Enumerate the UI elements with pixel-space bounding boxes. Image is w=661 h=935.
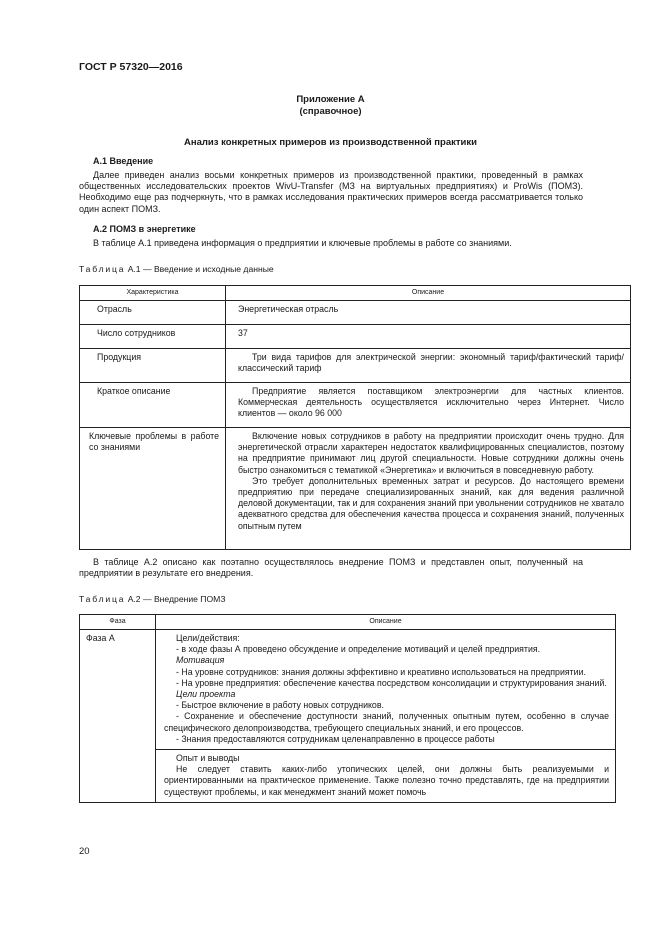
table2-header-phase: Фаза xyxy=(80,615,156,630)
table-row xyxy=(80,349,631,383)
table2-results-cell xyxy=(156,750,616,803)
table1-cell-desc xyxy=(226,428,631,550)
table1-cell-name: Ключевые проблемы в работе со знаниями xyxy=(80,428,226,550)
a1-heading: А.1 Введение xyxy=(93,156,154,166)
table1-header-characteristic: Характеристика xyxy=(80,286,226,301)
table1-cell-desc xyxy=(226,383,631,428)
table1-cell-name: Отрасль xyxy=(80,301,226,325)
table1-summary-text: Предприятие является поставщиком электроэнергии для частных клиентов. Коммерческая деятельность осуществляется исключительно через Интернет. Число клиентов — около 96 000 xyxy=(238,386,624,419)
table2-caption-label: Таблица xyxy=(79,594,126,604)
appendix-note: (справочное) xyxy=(299,106,362,117)
table1-header-row xyxy=(80,286,631,301)
goal-line: - в ходе фазы А проведено обсуждение и определение мотиваций и целей предприятия. xyxy=(176,644,541,655)
table2-caption xyxy=(79,594,226,604)
a1-paragraph xyxy=(79,170,583,215)
page-number: 20 xyxy=(79,846,90,857)
table1-cell-desc: 37 xyxy=(226,325,631,349)
table-a1 xyxy=(79,285,631,550)
a1-text: Далее приведен анализ восьми конкретных примеров из производственной практики, проведенный в рамках общественных исследовательских проектов WivU-Transfer (МЗ на виртуальных предприятиях) и ProWis (ПОМЗ). Необходимо еще раз подчеркнуть, что в рамках исследования практических примеров всегда рассматривается только один аспект ПОМЗ. xyxy=(79,170,583,214)
table1-cell-name: Продукция xyxy=(80,349,226,383)
goal-line: Цели/действия: xyxy=(176,633,240,643)
results-text: Не следует ставить каких-либо утопических целей, они должны быть реализуемыми и ориентированными на практическое применение. Также полезно точно представлять, где на предприятии существуют проблемы, и как менеджмент знаний может помочь xyxy=(164,764,609,797)
table1-cell-name: Краткое описание xyxy=(80,383,226,428)
section-title: Анализ конкретных примеров из производственной практики xyxy=(184,137,477,148)
table-row xyxy=(80,325,631,349)
table1-cell-desc xyxy=(226,349,631,383)
goal-line: - На уровне сотрудников: знания должны эффективно и креативно использоваться на предприятии. xyxy=(176,666,586,677)
table2-caption-text: А.2 — Внедрение ПОМЗ xyxy=(127,594,226,604)
table1-header-description: Описание xyxy=(226,286,631,301)
document-header: ГОСТ Р 57320—2016 xyxy=(79,61,183,73)
between-paragraph xyxy=(79,557,583,579)
a2-heading: А.2 ПОМЗ в энергетике xyxy=(93,224,196,234)
goal-subheading: Мотивация xyxy=(176,655,225,666)
a2-text: В таблице А.1 приведена информация о предприятии и ключевые проблемы в работе со знаниями. xyxy=(93,238,512,248)
table2-header-row xyxy=(80,615,616,630)
table1-caption xyxy=(79,264,274,274)
table-row xyxy=(80,630,616,750)
table1-caption-label: Таблица xyxy=(79,264,126,274)
table1-key-paragraph-1: Включение новых сотрудников в работу на предприятии происходит очень трудно. Для энергетической отрасли характерен недостаток квалифицированных специалистов, поэтому на предприятие принимают лиц другой специальности. Новые сотрудники должны очень быстро ознакомиться с тематикой «Энергетика» и включиться в повседневную работу. xyxy=(238,431,624,475)
table1-products-text: Три вида тарифов для электрической энергии: экономный тариф/фактический тариф/классический тариф xyxy=(238,352,624,374)
goal-line: - На уровне предприятия: обеспечение качества посредством консолидации и структурирования знаний. xyxy=(176,677,607,688)
table-row xyxy=(80,383,631,428)
goal-line: - Быстрое включение в работу новых сотрудников. xyxy=(176,700,384,711)
goal-line: - Знания предоставляются сотрудникам целенаправленно в процессе работы xyxy=(176,733,495,744)
a2-paragraph xyxy=(79,238,583,249)
table-row xyxy=(80,750,616,803)
table-row xyxy=(80,301,631,325)
goal-line: - Сохранение и обеспечение доступности знаний, полученных опытным путем, особенно в случае специфического делопроизводства, требующего специальных знаний, и его процессов. xyxy=(164,711,609,733)
table2-header-description: Описание xyxy=(156,615,616,630)
results-title: Опыт и выводы xyxy=(176,753,240,764)
table-row xyxy=(80,428,631,550)
appendix-title: Приложение А xyxy=(296,94,365,105)
table-a2 xyxy=(79,614,616,803)
table1-cell-desc: Энергетическая отрасль xyxy=(226,301,631,325)
table1-key-paragraph-2: Это требует дополнительных временных затрат и ресурсов. До настоящего времени предприятию при передаче специализированных знаний, как для ведения различной деловой документации, так и для сохранения знаний при увольнении сотрудников не хватало адекватного средства для обеспечения качества процесса и сохранения знаний, полученных опытным путем xyxy=(238,475,624,531)
table1-caption-text: А.1 — Введение и исходные данные xyxy=(127,264,274,274)
table2-goals-cell xyxy=(156,630,616,750)
goal-subheading: Цели проекта xyxy=(176,689,236,700)
table2-phase-cell: Фаза А xyxy=(80,630,156,803)
table1-cell-name: Число сотрудников xyxy=(80,325,226,349)
between-text: В таблице А.2 описано как поэтапно осуществлялось внедрение ПОМЗ и представлен опыт, полученный на предприятии в результате его внедрения. xyxy=(79,557,583,579)
